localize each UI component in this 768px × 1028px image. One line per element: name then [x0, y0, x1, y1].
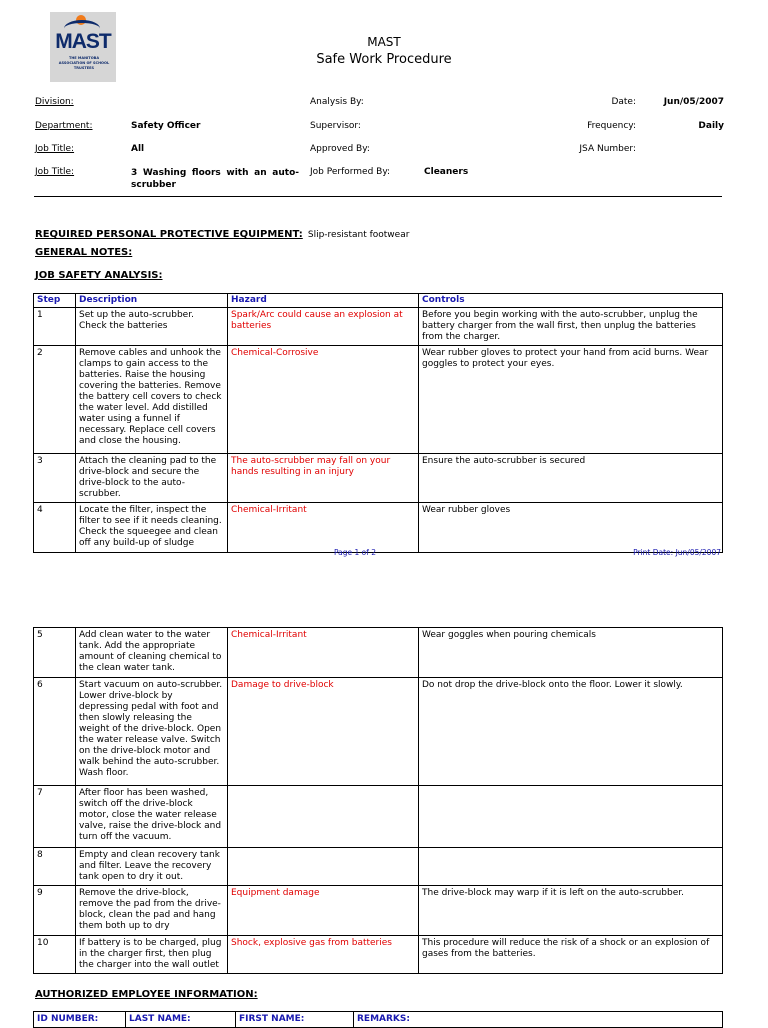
logo-text: MAST	[55, 30, 111, 53]
page-number: Page 1 of 2	[333, 548, 377, 557]
step-number: 1	[34, 308, 76, 346]
step-number: 9	[34, 886, 76, 936]
step-number: 7	[34, 786, 76, 848]
step-controls: This procedure will reduce the risk of a shock or an explosion of gases from the batteries.	[419, 936, 723, 974]
table-row	[34, 308, 723, 346]
step-description: Attach the cleaning pad to the drive-block and secure the drive-block to the auto-scrubber.	[76, 454, 228, 503]
step-controls: Before you begin working with the auto-scrubber, unplug the battery charger from the wall first, then unplug the batteries from the charger.	[419, 308, 723, 346]
authorized-header-row	[34, 1012, 723, 1028]
ppe-value: Slip-resistant footwear	[307, 230, 410, 240]
table-row	[34, 936, 723, 974]
col-remarks: REMARKS:	[354, 1012, 723, 1028]
division-label: Division:	[35, 97, 74, 107]
header-hazard: Hazard	[228, 294, 419, 308]
step-description: Set up the auto-scrubber. Check the batteries	[76, 308, 228, 346]
step-hazard: Chemical-Corrosive	[228, 346, 419, 454]
department-label: Department:	[35, 121, 93, 131]
header-description: Description	[76, 294, 228, 308]
step-number: 6	[34, 678, 76, 786]
ppe-line	[35, 222, 409, 241]
col-first-name: FIRST NAME:	[236, 1012, 354, 1028]
step-controls: Wear rubber gloves	[419, 503, 723, 553]
step-hazard: Chemical-Irritant	[228, 628, 419, 678]
col-last-name: LAST NAME:	[126, 1012, 236, 1028]
step-controls	[419, 786, 723, 848]
step-number: 5	[34, 628, 76, 678]
step-number: 4	[34, 503, 76, 553]
general-notes-heading: GENERAL NOTES:	[35, 247, 133, 258]
step-controls: Do not drop the drive-block onto the floor. Lower it slowly.	[419, 678, 723, 786]
table-row	[34, 886, 723, 936]
header-divider	[34, 196, 722, 197]
step-controls: Ensure the auto-scrubber is secured	[419, 454, 723, 503]
print-date: Print Date: Jun/05/2007	[633, 548, 721, 557]
step-description: Locate the filter, inspect the filter to see if it needs cleaning. Check the squeegee and clean off any build-up of sludge	[76, 503, 228, 553]
step-number: 10	[34, 936, 76, 974]
step-hazard: Chemical-Irritant	[228, 503, 419, 553]
analysis-by-label: Analysis By:	[310, 97, 364, 107]
table-row	[34, 628, 723, 678]
step-description: Empty and clean recovery tank and filter. Leave the recovery tank open to dry it out.	[76, 848, 228, 886]
step-controls	[419, 848, 723, 886]
header-controls: Controls	[419, 294, 723, 308]
job-title-label: Job Title:	[35, 144, 75, 154]
col-id-number: ID NUMBER:	[34, 1012, 126, 1028]
step-hazard	[228, 848, 419, 886]
table-header-row	[34, 294, 723, 308]
step-number: 8	[34, 848, 76, 886]
step-controls: Wear goggles when pouring chemicals	[419, 628, 723, 678]
job-title-value: All	[131, 144, 145, 154]
step-controls: Wear rubber gloves to protect your hand from acid burns. Wear goggles to protect your eyes.	[419, 346, 723, 454]
step-hazard: Damage to drive-block	[228, 678, 419, 786]
step-number: 2	[34, 346, 76, 454]
step-description: Add clean water to the water tank. Add the appropriate amount of cleaning chemical to the clean water tank.	[76, 628, 228, 678]
ppe-label: REQUIRED PERSONAL PROTECTIVE EQUIPMENT:	[35, 229, 303, 240]
step-description: After floor has been washed, switch off the drive-block motor, close the water release valve, raise the drive-block and turn off the vacuum.	[76, 786, 228, 848]
header-org: MAST	[367, 35, 401, 49]
jsa-heading: JOB SAFETY ANALYSIS:	[35, 270, 163, 281]
jsa-table-page2	[33, 627, 723, 974]
logo-subtext: THE MANITOBA ASSOCIATION OF SCHOOL TRUSTEES	[58, 56, 110, 70]
page-title: Safe Work Procedure	[316, 52, 452, 67]
step-description: Remove cables and unhook the clamps to gain access to the batteries. Raise the housing covering the batteries. Remove the battery cell covers to check the water level. Add distilled water using a funnel if necessary. Replace cell covers and close the housing.	[76, 346, 228, 454]
frequency-value: Daily	[698, 121, 724, 131]
department-value: Safety Officer	[131, 121, 201, 131]
step-description: Remove the drive-block, remove the pad from the drive-block, clean the pad and hang them both up to dry	[76, 886, 228, 936]
date-value: Jun/05/2007	[663, 97, 724, 107]
step-hazard: Spark/Arc could cause an explosion at batteries	[228, 308, 419, 346]
authorized-table	[33, 1011, 723, 1028]
table-row	[34, 786, 723, 848]
step-description: If battery is to be charged, plug in the charger first, then plug the charger into the wall outlet	[76, 936, 228, 974]
authorized-heading: AUTHORIZED EMPLOYEE INFORMATION:	[35, 989, 258, 1000]
performed-by-value: Cleaners	[424, 167, 469, 177]
approved-by-label: Approved By:	[310, 144, 370, 154]
frequency-label: Frequency:	[587, 121, 636, 131]
step-hazard: The auto-scrubber may fall on your hands resulting in an injury	[228, 454, 419, 503]
step-number: 3	[34, 454, 76, 503]
job-title-label-2: Job Title:	[35, 167, 75, 177]
step-controls: The drive-block may warp if it is left on the auto-scrubber.	[419, 886, 723, 936]
performed-by-label: Job Performed By:	[310, 167, 391, 177]
table-row	[34, 346, 723, 454]
step-description: Start vacuum on auto-scrubber. Lower drive-block by depressing pedal with foot and then slowly releasing the weight of the drive-block. Open the water release valve. Switch on the drive-block motor and walk behind the auto-scrubber. Wash floor.	[76, 678, 228, 786]
jsa-table-page1	[33, 293, 723, 553]
step-hazard: Equipment damage	[228, 886, 419, 936]
step-hazard: Shock, explosive gas from batteries	[228, 936, 419, 974]
jsa-number-label: JSA Number:	[579, 144, 636, 154]
step-hazard	[228, 786, 419, 848]
table-row	[34, 454, 723, 503]
date-label: Date:	[611, 97, 636, 107]
table-row	[34, 503, 723, 553]
supervisor-label: Supervisor:	[310, 121, 361, 131]
header-step: Step	[34, 294, 76, 308]
table-row	[34, 848, 723, 886]
job-title-value-2: 3 Washing floors with an auto-scrubber	[131, 168, 299, 190]
table-row	[34, 678, 723, 786]
